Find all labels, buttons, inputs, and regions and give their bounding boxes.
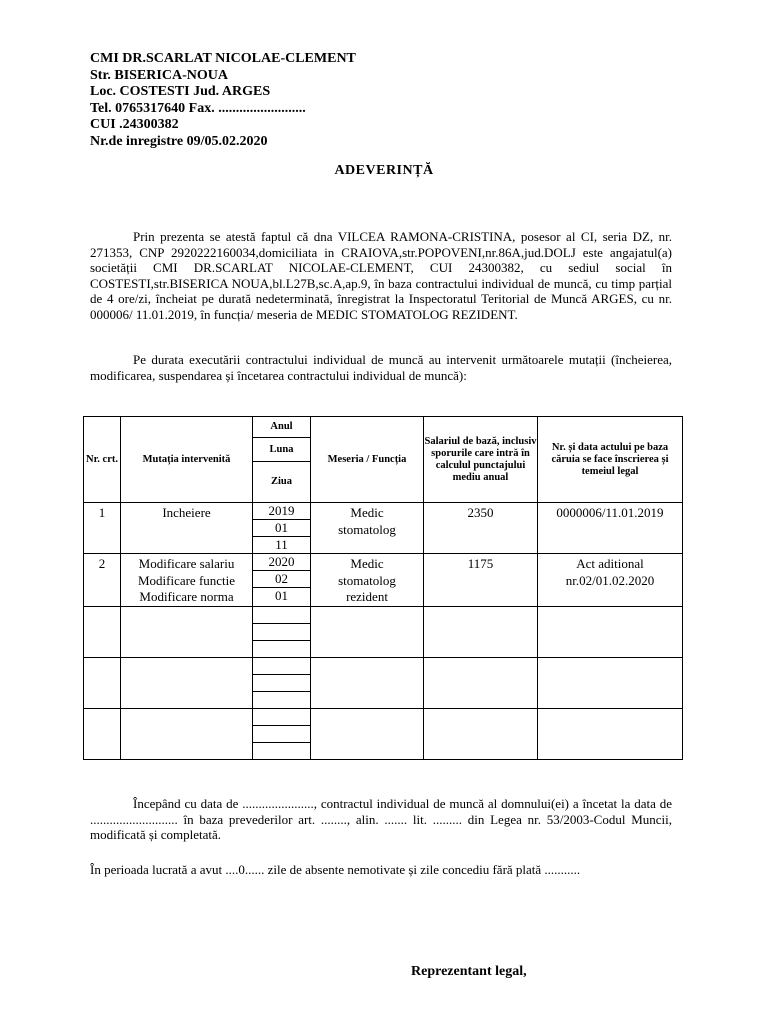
- employer-locality: Loc. COSTESTI Jud. ARGES: [90, 84, 271, 99]
- header-luna: Luna: [253, 438, 310, 462]
- mutations-intro-paragraph: [90, 352, 672, 383]
- row1-salariul: 2350: [424, 503, 538, 554]
- employer-header: [90, 51, 356, 150]
- row1-nr: 1: [84, 503, 121, 554]
- row2-salariul: 1175: [424, 554, 538, 607]
- header-date-group: [253, 417, 311, 503]
- row2-mutatia-line: Modificare functie: [137, 572, 236, 588]
- registration-number: Nr.de inregistre 09/05.02.2020: [90, 133, 268, 149]
- table-header-row: [84, 417, 683, 503]
- header-nr-crt: Nr. crt.: [84, 417, 121, 503]
- absences-paragraph: În perioada lucrată a avut ....0...... zile de absente nemotivate și zile concediu fără plată ...........: [90, 862, 581, 877]
- row2-ziua: 01: [275, 588, 288, 603]
- employer-phone: Tel. 0765317640 Fax. .........................: [90, 100, 306, 116]
- row2-nr: 2: [84, 554, 121, 607]
- row1-ziua: 11: [275, 537, 288, 552]
- row1-act-line: 0000006/11.01.2019: [556, 505, 664, 520]
- row2-meseria-line: Medic: [350, 556, 384, 571]
- mutations-intro-text: Pe durata executării contractului individual de muncă au intervenit următoarele mutații (încheierea, modificarea, suspendarea și încetarea contractului individual de muncă):: [90, 352, 672, 383]
- row2-act-line: nr.02/01.02.2020: [565, 572, 655, 588]
- header-meseria: Meseria / Funcția: [311, 417, 424, 503]
- termination-paragraph: [90, 796, 672, 843]
- row1-mutatia: [121, 503, 253, 554]
- row2-anul: 2020: [253, 554, 310, 571]
- row2-luna: 02: [253, 571, 310, 588]
- row1-act: [538, 503, 683, 554]
- attestation-text: Prin prezenta se atestă faptul că dna VILCEA RAMONA-CRISTINA, posesor al CI, seria DZ, nr. 271353, CNP 2920222160034,domiciliata in CRAIOVA,str.POPOVENI,nr.86A,jud.DOLJ este angajatul(a) societății CMI DR.SCARLAT NICOLAE-CLEMENT, CUI 24300382, cu sediul social în COSTESTI,str.BISERICA NOUA,bl.L27B,sc.A,ap.9, în baza contractului individual de muncă, cu timp parțial de 4 ore/zi, încheiat pe durată nedeterminată, înregistrat la Inspectoratul Teritorial de Muncă ARGES, cu nr. 000006/ 11.01.2019, în funcția/ meseria de MEDIC STOMATOLOG REZIDENT.: [90, 229, 672, 322]
- row2-mutatia-line: Modificare norma: [139, 589, 234, 604]
- row2-dates: [253, 554, 311, 607]
- table-row: [84, 503, 683, 554]
- employer-street: Str. BISERICA-NOUA: [90, 67, 228, 83]
- employer-name: CMI DR.SCARLAT NICOLAE-CLEMENT: [90, 51, 356, 66]
- row2-act-line: Act aditional: [576, 556, 644, 571]
- row2-meseria-line: rezident: [346, 589, 388, 604]
- header-anul: Anul: [253, 417, 310, 438]
- legal-representative-label: Reprezentant legal,: [411, 964, 527, 979]
- row2-meseria-line: stomatolog: [338, 572, 396, 588]
- row2-mutatia-line: Modificare salariu: [138, 556, 235, 571]
- row1-meseria: [311, 503, 424, 554]
- row2-mutatia: [121, 554, 253, 607]
- row1-luna: 01: [253, 520, 310, 537]
- table-row-empty: [84, 708, 683, 759]
- table-row-empty: [84, 606, 683, 657]
- row2-meseria: [311, 554, 424, 607]
- header-act: Nr. și data actului pe baza căruia se face înscrierea și temeiul legal: [538, 417, 683, 503]
- table-row-empty: [84, 657, 683, 708]
- attestation-paragraph: [90, 229, 672, 323]
- mutations-table: [83, 416, 683, 760]
- row1-dates: [253, 503, 311, 554]
- document-title: ADEVERINȚĂ: [334, 163, 434, 178]
- row2-act: [538, 554, 683, 607]
- row1-mutatia-line: Incheiere: [162, 505, 211, 520]
- table-row: [84, 554, 683, 607]
- header-ziua: Ziua: [270, 476, 292, 487]
- row1-meseria-line: stomatolog: [338, 521, 396, 537]
- row1-meseria-line: Medic: [350, 505, 384, 520]
- header-mutatia: Mutația intervenită: [121, 417, 253, 503]
- header-salariul: Salariul de bază, inclusiv sporurile care intră în calculul punctajului mediu anual: [424, 417, 538, 503]
- employer-cui: CUI .24300382: [90, 117, 179, 132]
- termination-text: Începând cu data de ......................, contractul individual de muncă al domnului(ei) a încetat la data de ........................... în baza prevederilor art. ........, alin. ....... lit. ......... din Legea nr. 53/2003-Codul Muncii, modificată și completată.: [90, 796, 672, 843]
- row1-anul: 2019: [253, 503, 310, 520]
